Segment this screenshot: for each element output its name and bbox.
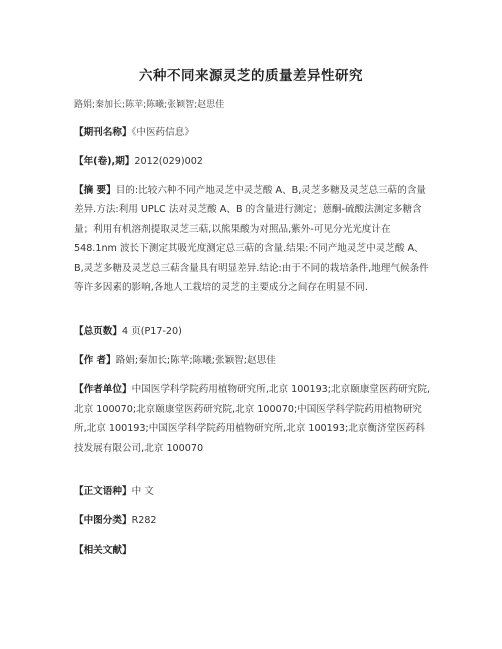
field-authors	[74, 351, 430, 370]
field-year-label: 【年(卷),期】	[74, 156, 135, 167]
field-year-value: 2012(029)002	[134, 156, 203, 167]
field-related-label: 【相关文献】	[74, 545, 132, 556]
author-list: 路娟;秦加长;陈苹;陈曦;张颖智;赵思佳	[74, 100, 225, 110]
field-affiliations-label: 【作者单位】	[74, 384, 132, 395]
document-title: 六种不同来源灵芝的质量差异性研究	[139, 68, 363, 84]
field-pages	[74, 322, 430, 341]
field-abstract-value: 目的:比较六种不同产地灵芝中灵芝酸 A、B,灵芝多糖及灵芝总三萜的含量差异.方法:利用 UPLC 法对灵芝酸 A、B 的含量进行测定；蒽酮-硫酸法测定多糖含量；利用有机溶剂提取灵芝三萜,以熊果酸为对照品,紫外-可见分光光度计在 548.1nm 波长下测定其吸光度测定总三萜的含量.结果:不同产地灵芝中灵芝酸 A、B,灵芝多糖及灵芝总三萜含量具有明显差异.结论:由于不同的栽培条件,地理气候条件等许多因素的影响,各地人工栽培的灵芝的主要成分之间存在明显不同.	[74, 185, 429, 294]
field-journal-value: 《中医药信息》	[131, 127, 194, 138]
field-journal	[74, 123, 430, 142]
field-affiliations-value: 中国医学科学院药用植物研究所,北京 100193;北京颐康堂医药研究院,北京 100070;北京颐康堂医药研究院,北京 100070;中国医学科学院药用植物研究所,北京 100193;中国医学科学院药用植物研究所,北京 100193;北京衡济堂医药科技发展有限公司,北京 100070	[74, 384, 431, 454]
field-authors-label: 【作 者】	[74, 355, 116, 366]
field-journal-label: 【期刊名称】	[74, 127, 132, 138]
field-classification	[74, 511, 430, 530]
field-language-label: 【正文语种】	[74, 486, 132, 497]
field-abstract-label: 【摘 要】	[74, 185, 116, 196]
field-classification-value: R282	[131, 515, 157, 526]
field-language	[74, 482, 430, 501]
field-abstract	[74, 181, 430, 297]
field-pages-label: 【总页数】	[74, 326, 122, 337]
field-classification-label: 【中图分类】	[74, 515, 132, 526]
field-affiliations	[74, 380, 430, 458]
field-year	[74, 152, 430, 171]
field-related	[74, 541, 430, 560]
field-authors-value: 路娟;秦加长;陈苹;陈曦;张颖智;赵思佳	[115, 355, 276, 366]
field-language-value: 中 文	[131, 486, 154, 497]
field-pages-value: 4 页(P17-20)	[121, 326, 182, 337]
